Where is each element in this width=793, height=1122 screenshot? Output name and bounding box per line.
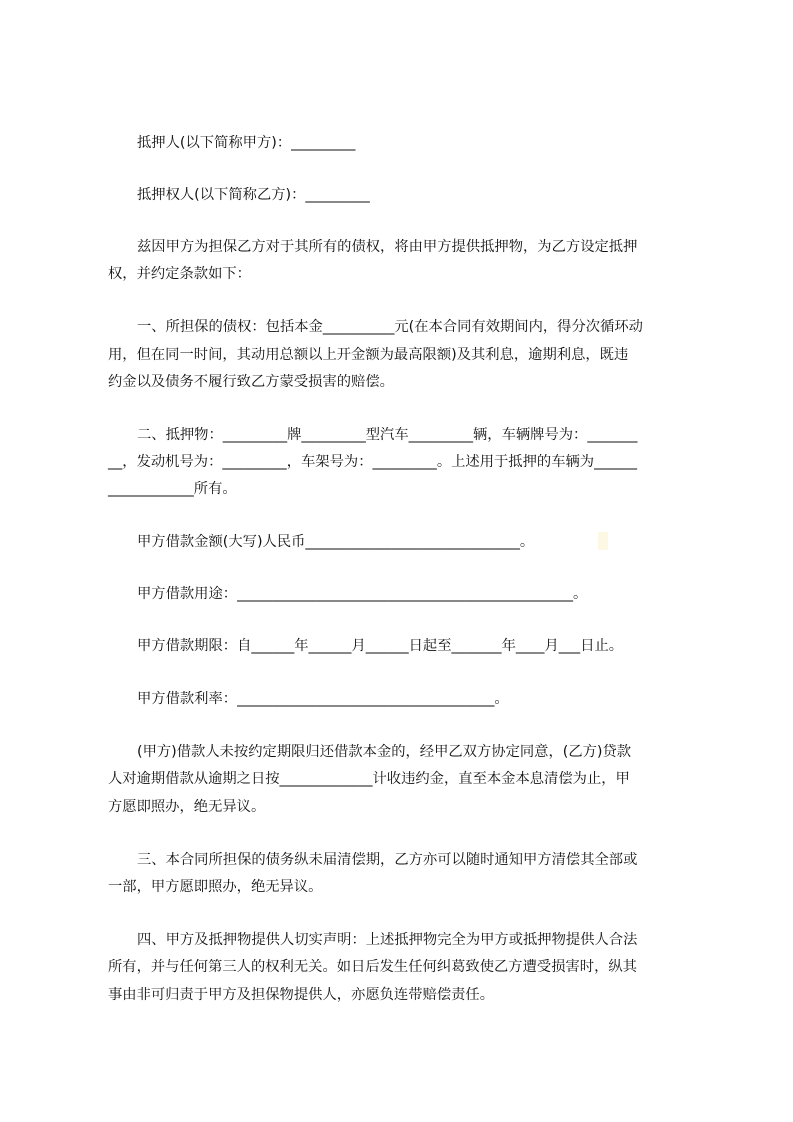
default-clause-line-3: 方愿即照办，绝无异议。	[108, 799, 266, 815]
clause-1-line-3: 约金以及债务不履行致乙方蒙受损害的赔偿。	[108, 374, 394, 390]
loan-amount-line: 甲方借款金额(大写)人民币______________________________。	[137, 534, 535, 550]
mortgagee-line: 抵押权人(以下简称乙方)：_________	[137, 187, 370, 203]
clause-4-line-2: 所有，并与任何第三人的权利无关。如日后发生任何纠葛致使乙方遭受损害时，纵其	[108, 959, 637, 975]
loan-term-line: 甲方借款期限：自______年______月______日起至_______年____月___日止。	[137, 638, 624, 654]
clause-2-line-3: ____________所有。	[108, 481, 237, 497]
mortgagor-line: 抵押人(以下简称甲方)：_________	[137, 135, 356, 151]
clause-3-line-2: 一部，甲方愿即照办，绝无异议。	[108, 879, 323, 895]
loan-purpose-line: 甲方借款用途：_______________________________________________。	[137, 586, 588, 602]
preamble-line-1: 兹因甲方为担保乙方对于其所有的债权，将由甲方提供抵押物，为乙方设定抵押	[137, 239, 638, 255]
text-highlight-mark	[598, 532, 608, 550]
loan-rate-line: 甲方借款利率：____________________________________。	[137, 691, 509, 707]
clause-1-line-1: 一、所担保的债权：包括本金__________元(在本合同有效期间内，得分次循环动	[137, 319, 643, 335]
clause-4-line-3: 事由非可归责于甲方及担保物提供人，亦愿负连带赔偿责任。	[108, 987, 495, 1003]
clause-2-line-1: 二、抵押物：_________牌_________型汽车_________辆，车辆牌号为：_______	[137, 427, 638, 443]
clause-4-line-1: 四、甲方及抵押物提供人切实声明：上述抵押物完全为甲方或抵押物提供人合法	[137, 932, 638, 948]
preamble-line-2: 权，并约定条款如下：	[108, 266, 251, 282]
clause-2-line-2: __，发动机号为：_________，车架号为：_________。上述用于抵押的车辆为______	[108, 454, 637, 470]
clause-1-line-2: 用，但在同一时间，其动用总额以上开金额为最高限额)及其利息，逾期利息，既违	[108, 347, 629, 363]
clause-3-line-1: 三、本合同所担保的债务纵未届清偿期，乙方亦可以随时通知甲方清偿其全部或	[137, 852, 638, 868]
default-clause-line-1: (甲方)借款人未按约定期限归还借款本金的，经甲乙双方协定同意，(乙方)贷款	[137, 744, 632, 760]
default-clause-line-2: 人对逾期借款从逾期之日按_____________计收违约金，直至本金本息清偿为止，甲	[108, 771, 630, 787]
